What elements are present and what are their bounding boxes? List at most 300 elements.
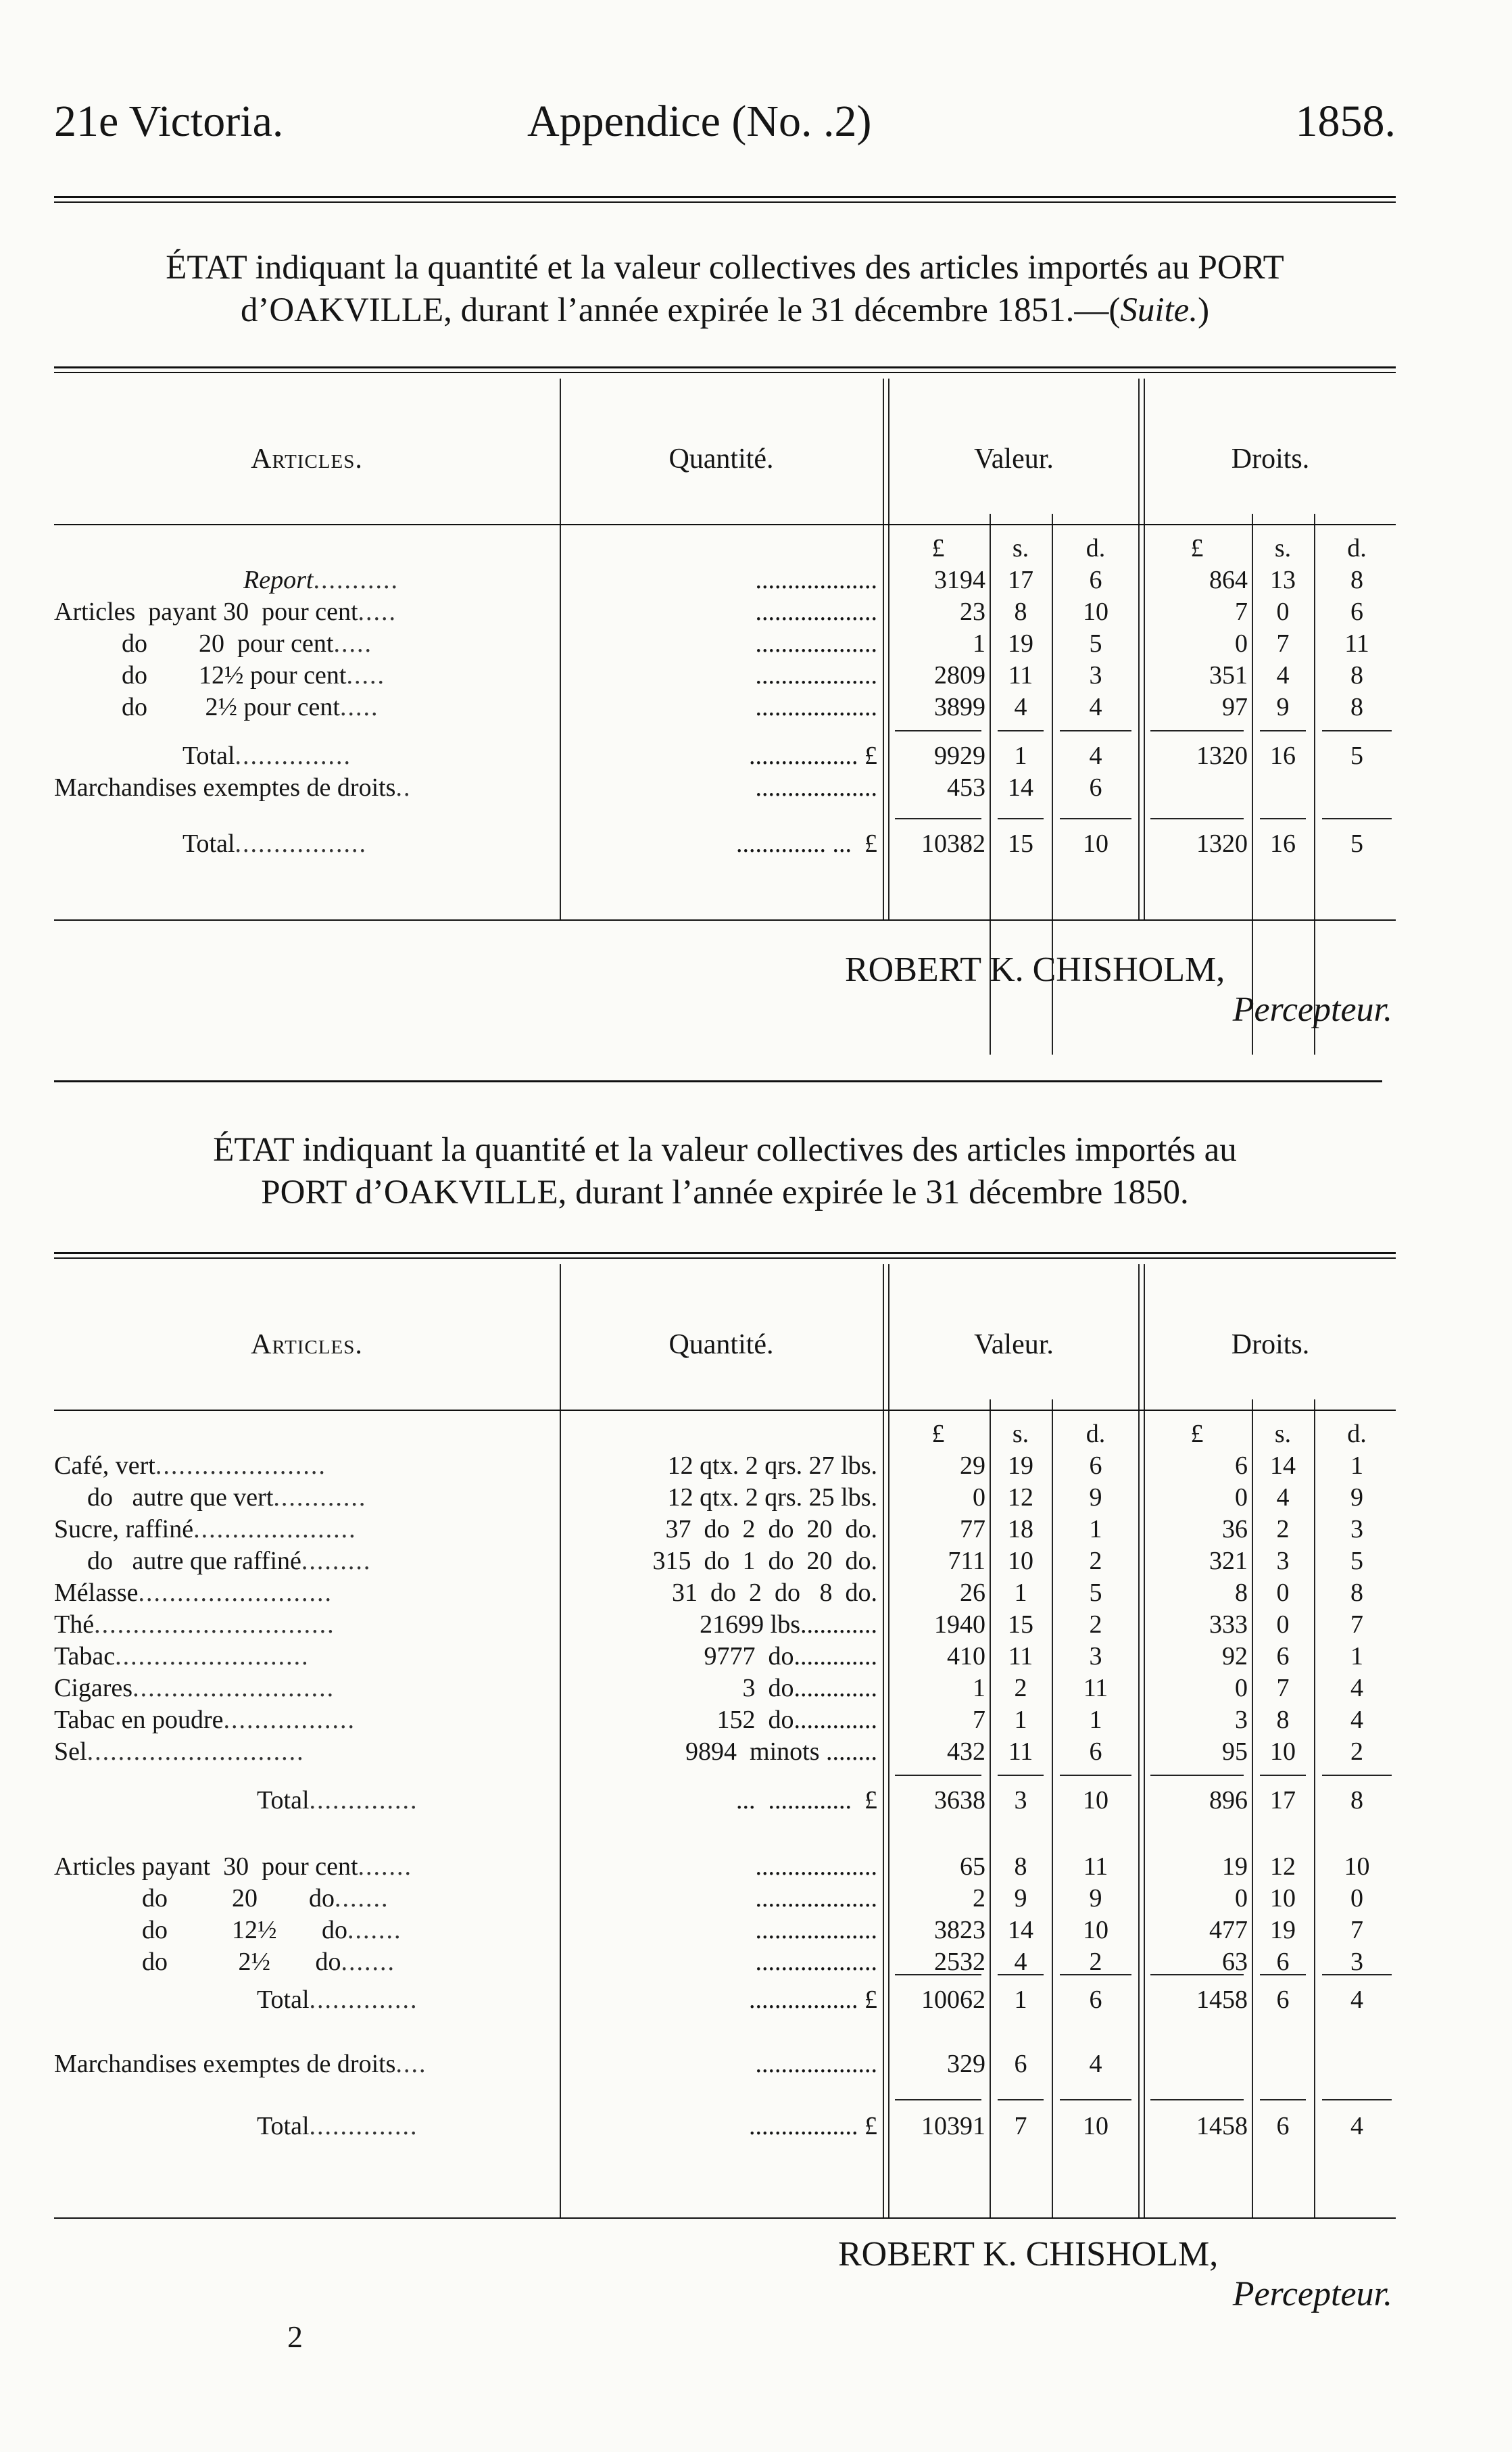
valeur-shillings: 18 bbox=[1008, 1515, 1033, 1543]
total-row bbox=[54, 740, 1396, 772]
valeur-shillings: 6 bbox=[1014, 2050, 1027, 2078]
table1-title-line1: ÉTAT indiquant la quantité et la valeur collectives des articles importés au PORT bbox=[166, 249, 1284, 287]
valeur-pence: 4 bbox=[1089, 2050, 1102, 2078]
row-quantity: 315 do 1 do 20 do. bbox=[652, 1547, 877, 1575]
valeur-pence: 10 bbox=[1083, 1916, 1108, 1944]
valeur-shillings: 11 bbox=[1008, 1642, 1033, 1670]
droits-pounds: 8 bbox=[1235, 1579, 1248, 1607]
valeur-pence: 3 bbox=[1089, 1642, 1102, 1670]
sum-rule bbox=[895, 1974, 981, 1975]
valeur-shillings: 3 bbox=[1014, 1786, 1027, 1814]
row-quantity: ................... bbox=[755, 1916, 877, 1944]
droits-pounds: 0 bbox=[1235, 629, 1248, 658]
valeur-pounds: 3638 bbox=[934, 1786, 985, 1814]
droits-unit-pound: £ bbox=[1190, 1420, 1204, 1448]
table-row bbox=[54, 1514, 1396, 1545]
droits-pence: 5 bbox=[1350, 1547, 1363, 1575]
droits-unit-pence: d. bbox=[1347, 1420, 1367, 1448]
table-row bbox=[54, 1673, 1396, 1704]
table2-title bbox=[54, 1129, 1396, 1214]
row-label bbox=[54, 1851, 551, 1883]
row-label bbox=[142, 1946, 551, 1978]
row-quantity: ................... bbox=[755, 1852, 877, 1881]
row-leader-dots: ................. bbox=[223, 1706, 356, 1734]
row-label-text: Total bbox=[257, 1786, 310, 1814]
row-leader-dots: ............................ bbox=[87, 1737, 305, 1766]
row-label-text: Thé bbox=[54, 1610, 95, 1639]
valeur-pence: 9 bbox=[1089, 1483, 1102, 1512]
droits-pounds: 351 bbox=[1209, 661, 1248, 690]
row-label bbox=[54, 1450, 551, 1482]
table-row bbox=[54, 1946, 1396, 1978]
row-label-text: Report bbox=[243, 566, 314, 594]
row-label-text: Sel bbox=[54, 1737, 87, 1766]
droits-pence: 3 bbox=[1350, 1515, 1363, 1543]
row-leader-dots: ..... bbox=[346, 661, 385, 690]
row-leader-dots: .. bbox=[395, 773, 412, 802]
droits-pence: 0 bbox=[1350, 1884, 1363, 1913]
sum-rule bbox=[1150, 730, 1244, 731]
row-label-text: do 2½ pour cent bbox=[122, 693, 340, 721]
table-row bbox=[54, 1704, 1396, 1736]
sum-rule bbox=[998, 818, 1044, 819]
row-label-text: Cigares bbox=[54, 1674, 133, 1702]
valeur-shillings: 8 bbox=[1014, 1852, 1027, 1881]
valeur-pounds: 10391 bbox=[921, 2112, 985, 2140]
row-leader-dots: ....... bbox=[341, 1948, 395, 1976]
valeur-pounds: 29 bbox=[960, 1451, 985, 1480]
valeur-pounds: 711 bbox=[948, 1547, 985, 1575]
row-label-text: do 20 do bbox=[142, 1884, 335, 1913]
table2-head-rule bbox=[54, 1410, 1396, 1411]
droits-pounds: 0 bbox=[1235, 1884, 1248, 1913]
row-quantity: ................... bbox=[755, 2050, 877, 2078]
valeur-pence: 3 bbox=[1089, 661, 1102, 690]
sum-rule bbox=[998, 730, 1044, 731]
valeur-pounds: 1940 bbox=[934, 1610, 985, 1639]
table-row bbox=[54, 564, 1396, 596]
valeur-pounds: 1 bbox=[973, 1674, 985, 1702]
row-quantity: .............. ... £ bbox=[736, 830, 877, 858]
row-label-text: Articles payant 30 pour cent bbox=[54, 1852, 358, 1881]
row-quantity: 21699 lbs............ bbox=[700, 1610, 877, 1639]
valeur-shillings: 1 bbox=[1014, 1706, 1027, 1734]
table-row bbox=[54, 660, 1396, 692]
row-quantity: ................. £ bbox=[749, 742, 877, 770]
valeur-unit-shilling: s. bbox=[1012, 1420, 1029, 1448]
valeur-pounds: 432 bbox=[947, 1737, 985, 1766]
row-leader-dots: ..... bbox=[339, 693, 379, 721]
row-quantity: 9894 minots ........ bbox=[685, 1737, 877, 1766]
table1-title-line2-main: d’OAKVILLE, durant l’année expirée le 31 décembre 1851.—( bbox=[240, 291, 1121, 329]
row-quantity: 37 do 2 do 20 do. bbox=[665, 1515, 877, 1543]
table2-head-droits: Droits. bbox=[1231, 1329, 1310, 1360]
row-quantity: 12 qtx. 2 qrs. 25 lbs. bbox=[667, 1483, 877, 1512]
valeur-pounds: 26 bbox=[960, 1579, 985, 1607]
table1-signature bbox=[845, 950, 1392, 1030]
table-row bbox=[54, 692, 1396, 723]
valeur-pounds: 65 bbox=[960, 1852, 985, 1881]
sum-rule bbox=[1060, 818, 1131, 819]
droits-shillings: 2 bbox=[1276, 1515, 1290, 1543]
row-label bbox=[142, 1915, 551, 1946]
valeur-pence: 10 bbox=[1083, 1786, 1108, 1814]
row-leader-dots: ........... bbox=[313, 566, 399, 594]
valeur-pounds: 3194 bbox=[934, 566, 985, 594]
valeur-shillings: 11 bbox=[1008, 661, 1033, 690]
table-row bbox=[54, 596, 1396, 628]
droits-pounds: 0 bbox=[1235, 1674, 1248, 1702]
row-label bbox=[54, 596, 551, 628]
row-label bbox=[142, 1883, 551, 1915]
sum-rule bbox=[895, 1775, 981, 1776]
row-leader-dots: ..................... bbox=[193, 1515, 357, 1543]
valeur-shillings: 14 bbox=[1008, 1916, 1033, 1944]
sum-rule bbox=[1322, 818, 1392, 819]
row-leader-dots: ....... bbox=[335, 1884, 389, 1913]
valeur-pence: 6 bbox=[1089, 566, 1102, 594]
valeur-shillings: 4 bbox=[1014, 693, 1027, 721]
table-row bbox=[54, 1641, 1396, 1673]
droits-unit-pound: £ bbox=[1190, 534, 1204, 562]
row-quantity: ................... bbox=[755, 1884, 877, 1913]
droits-pounds: 1320 bbox=[1196, 742, 1248, 770]
droits-unit-shilling: s. bbox=[1274, 534, 1292, 562]
sum-rule bbox=[1150, 2099, 1244, 2100]
droits-pence: 4 bbox=[1350, 1674, 1363, 1702]
table1-bottom-rule bbox=[54, 919, 1396, 921]
droits-shillings: 19 bbox=[1270, 1916, 1296, 1944]
row-leader-dots: ............... bbox=[235, 742, 352, 770]
row-leader-dots: .............. bbox=[309, 1786, 418, 1814]
table-row bbox=[54, 1545, 1396, 1577]
valeur-pounds: 77 bbox=[960, 1515, 985, 1543]
row-label bbox=[54, 1641, 551, 1673]
droits-shillings: 12 bbox=[1270, 1852, 1296, 1881]
sum-rule bbox=[1060, 2099, 1131, 2100]
droits-pounds: 896 bbox=[1209, 1786, 1248, 1814]
droits-shillings: 10 bbox=[1270, 1884, 1296, 1913]
droits-shillings: 10 bbox=[1270, 1737, 1296, 1766]
valeur-shillings: 19 bbox=[1008, 1451, 1033, 1480]
droits-pence: 2 bbox=[1350, 1737, 1363, 1766]
row-label-text: do autre que vert bbox=[74, 1483, 274, 1512]
page-number: 2 bbox=[287, 2319, 303, 2354]
row-label bbox=[54, 1514, 551, 1545]
droits-shillings: 7 bbox=[1276, 629, 1290, 658]
valeur-pounds: 10062 bbox=[921, 1986, 985, 2014]
valeur-shillings: 9 bbox=[1014, 1884, 1027, 1913]
row-leader-dots: ...................... bbox=[155, 1451, 326, 1480]
valeur-pounds: 2 bbox=[973, 1884, 985, 1913]
sum-rule bbox=[1060, 1974, 1131, 1975]
droits-pence: 8 bbox=[1350, 1786, 1363, 1814]
row-leader-dots: ......................... bbox=[138, 1579, 333, 1607]
valeur-pence: 6 bbox=[1089, 773, 1102, 802]
valeur-pence: 6 bbox=[1089, 1986, 1102, 2014]
droits-pounds: 97 bbox=[1222, 693, 1248, 721]
row-leader-dots: ....... bbox=[347, 1916, 402, 1944]
droits-pounds: 92 bbox=[1222, 1642, 1248, 1670]
droits-shillings: 13 bbox=[1270, 566, 1296, 594]
droits-pence: 7 bbox=[1350, 1610, 1363, 1639]
droits-shillings: 16 bbox=[1270, 830, 1296, 858]
valeur-pence: 10 bbox=[1083, 598, 1108, 626]
row-leader-dots: ......................... bbox=[115, 1642, 310, 1670]
row-label-text: Marchandises exemptes de droits bbox=[54, 773, 396, 802]
row-quantity: ................... bbox=[755, 566, 877, 594]
row-label bbox=[74, 1482, 551, 1514]
valeur-pounds: 2532 bbox=[934, 1948, 985, 1976]
droits-pence: 4 bbox=[1350, 2112, 1363, 2140]
valeur-pounds: 2809 bbox=[934, 661, 985, 690]
sum-rule bbox=[998, 2099, 1044, 2100]
sum-rule bbox=[1060, 1775, 1131, 1776]
droits-shillings: 14 bbox=[1270, 1451, 1296, 1480]
exempt-row bbox=[54, 772, 1396, 804]
signature-role: Percepteur. bbox=[1232, 990, 1392, 1029]
row-leader-dots: ............................... bbox=[94, 1610, 335, 1639]
section-divider bbox=[54, 1080, 1382, 1082]
valeur-shillings: 1 bbox=[1014, 1579, 1027, 1607]
row-label bbox=[54, 772, 551, 804]
table1-title bbox=[54, 247, 1396, 332]
droits-shillings: 16 bbox=[1270, 742, 1296, 770]
sum-rule bbox=[1322, 1775, 1392, 1776]
droits-pounds: 63 bbox=[1222, 1948, 1248, 1976]
valeur-shillings: 12 bbox=[1008, 1483, 1033, 1512]
row-label bbox=[122, 660, 551, 692]
row-label bbox=[257, 1984, 551, 2016]
droits-shillings: 0 bbox=[1276, 598, 1290, 626]
row-label-text: Total bbox=[257, 2112, 310, 2140]
droits-shillings: 6 bbox=[1276, 1642, 1290, 1670]
droits-pounds: 1458 bbox=[1196, 2112, 1248, 2140]
valeur-pounds: 410 bbox=[947, 1642, 985, 1670]
valeur-shillings: 7 bbox=[1014, 2112, 1027, 2140]
droits-pounds: 864 bbox=[1209, 566, 1248, 594]
droits-pence: 4 bbox=[1350, 1706, 1363, 1734]
droits-shillings: 0 bbox=[1276, 1610, 1290, 1639]
table2-title-line1: ÉTAT indiquant la quantité et la valeur collectives des articles importés au bbox=[213, 1131, 1237, 1169]
row-quantity: ................... bbox=[755, 661, 877, 690]
droits-pounds: 477 bbox=[1209, 1916, 1248, 1944]
table1-head-valeur: Valeur. bbox=[974, 443, 1054, 475]
droits-shillings: 0 bbox=[1276, 1579, 1290, 1607]
valeur-shillings: 14 bbox=[1008, 773, 1033, 802]
table1-title-suite: Suite. bbox=[1120, 291, 1198, 329]
valeur-shillings: 2 bbox=[1014, 1674, 1027, 1702]
row-label bbox=[54, 1673, 551, 1704]
table-row bbox=[54, 1736, 1396, 1768]
units-row bbox=[54, 1418, 1396, 1450]
droits-shillings: 7 bbox=[1276, 1674, 1290, 1702]
valeur-unit-pound: £ bbox=[931, 534, 945, 562]
valeur-shillings: 17 bbox=[1008, 566, 1033, 594]
valeur-pounds: 3899 bbox=[934, 693, 985, 721]
table1-head-quantite: Quantité. bbox=[668, 443, 774, 475]
valeur-pounds: 9929 bbox=[934, 742, 985, 770]
valeur-shillings: 1 bbox=[1014, 742, 1027, 770]
row-leader-dots: ......... bbox=[301, 1547, 372, 1575]
valeur-pence: 5 bbox=[1089, 629, 1102, 658]
table1-title-line2 bbox=[54, 289, 1396, 332]
sum-rule bbox=[1260, 818, 1306, 819]
sum-rule bbox=[1322, 730, 1392, 731]
droits-shillings: 9 bbox=[1276, 693, 1290, 721]
droits-pence: 5 bbox=[1350, 830, 1363, 858]
row-label bbox=[122, 628, 551, 660]
sum-rule bbox=[1060, 730, 1131, 731]
table-row bbox=[54, 1482, 1396, 1514]
table-row bbox=[54, 1883, 1396, 1915]
row-quantity: 152 do............. bbox=[716, 1706, 877, 1734]
droits-shillings: 4 bbox=[1276, 1483, 1290, 1512]
signature-name: ROBERT K. CHISHOLM, bbox=[838, 2235, 1219, 2274]
droits-pounds: 1458 bbox=[1196, 1986, 1248, 2014]
droits-pence: 8 bbox=[1350, 1579, 1363, 1607]
valeur-pounds: 3823 bbox=[934, 1916, 985, 1944]
sum-rule bbox=[998, 1775, 1044, 1776]
valeur-pence: 2 bbox=[1089, 1547, 1102, 1575]
row-quantity: ................. £ bbox=[749, 2112, 877, 2140]
valeur-pence: 9 bbox=[1089, 1884, 1102, 1913]
droits-pounds: 36 bbox=[1222, 1515, 1248, 1543]
valeur-pounds: 10382 bbox=[921, 830, 985, 858]
sum-rule bbox=[1150, 1775, 1244, 1776]
droits-pounds: 0 bbox=[1235, 1483, 1248, 1512]
droits-pence: 9 bbox=[1350, 1483, 1363, 1512]
table1-head-articles: Articles. bbox=[251, 443, 363, 475]
row-label bbox=[54, 1704, 551, 1736]
droits-shillings: 4 bbox=[1276, 661, 1290, 690]
valeur-shillings: 15 bbox=[1008, 830, 1033, 858]
running-header bbox=[54, 95, 1396, 149]
sum-rule bbox=[895, 2099, 981, 2100]
valeur-shillings: 19 bbox=[1008, 629, 1033, 658]
row-label-text: Articles payant 30 pour cent bbox=[54, 598, 358, 626]
row-quantity: 31 do 2 do 8 do. bbox=[672, 1579, 877, 1607]
row-quantity: ................... bbox=[755, 693, 877, 721]
droits-pounds: 7 bbox=[1235, 598, 1248, 626]
row-label bbox=[243, 564, 551, 596]
valeur-shillings: 8 bbox=[1014, 598, 1027, 626]
sum-rule bbox=[895, 818, 981, 819]
sum-rule bbox=[1260, 1974, 1306, 1975]
table-row bbox=[54, 1609, 1396, 1641]
valeur-pence: 5 bbox=[1089, 1579, 1102, 1607]
droits-pounds: 1320 bbox=[1196, 830, 1248, 858]
sum-rule bbox=[1260, 2099, 1306, 2100]
header-rule bbox=[54, 196, 1396, 198]
table1-title-line2-end: ) bbox=[1198, 291, 1210, 329]
table-row bbox=[54, 1450, 1396, 1482]
row-label-text: do 2½ do bbox=[142, 1948, 341, 1976]
row-quantity: 12 qtx. 2 qrs. 27 lbs. bbox=[667, 1451, 877, 1480]
droits-pence: 3 bbox=[1350, 1948, 1363, 1976]
total-row bbox=[54, 2111, 1396, 2142]
row-label-text: Tabac en poudre bbox=[54, 1706, 224, 1734]
droits-pounds: 333 bbox=[1209, 1610, 1248, 1639]
valeur-pounds: 7 bbox=[973, 1706, 985, 1734]
valeur-unit-shilling: s. bbox=[1012, 534, 1029, 562]
row-label bbox=[54, 1736, 551, 1768]
row-label-text: Total bbox=[182, 742, 235, 770]
droits-pence: 4 bbox=[1350, 1986, 1363, 2014]
valeur-pounds: 0 bbox=[973, 1483, 985, 1512]
signature-role: Percepteur. bbox=[1232, 2275, 1392, 2313]
droits-pounds: 6 bbox=[1235, 1451, 1248, 1480]
sum-rule bbox=[1260, 1775, 1306, 1776]
table1 bbox=[54, 379, 1396, 919]
valeur-pence: 4 bbox=[1089, 742, 1102, 770]
valeur-pence: 11 bbox=[1083, 1674, 1108, 1702]
droits-pence: 7 bbox=[1350, 1916, 1363, 1944]
sum-rule bbox=[998, 1974, 1044, 1975]
row-label bbox=[54, 1577, 551, 1609]
signature-name: ROBERT K. CHISHOLM, bbox=[845, 951, 1225, 989]
row-quantity: ................. £ bbox=[749, 1986, 877, 2014]
droits-pence: 6 bbox=[1350, 598, 1363, 626]
row-leader-dots: .............. bbox=[309, 1986, 418, 2014]
valeur-shillings: 10 bbox=[1008, 1547, 1033, 1575]
sum-rule bbox=[1150, 1974, 1244, 1975]
header-appendix: Appendice (No. .2) bbox=[527, 97, 872, 146]
row-label-text: Marchandises exemptes de droits bbox=[54, 2050, 396, 2078]
valeur-pence: 6 bbox=[1089, 1451, 1102, 1480]
row-label bbox=[54, 2048, 551, 2080]
sum-rule bbox=[1260, 730, 1306, 731]
header-year: 1858. bbox=[1295, 97, 1396, 146]
table-row bbox=[54, 1577, 1396, 1609]
row-label bbox=[122, 692, 551, 723]
valeur-pence: 10 bbox=[1083, 2112, 1108, 2140]
row-leader-dots: .... bbox=[395, 2050, 427, 2078]
total-row bbox=[54, 828, 1396, 860]
row-quantity: ................... bbox=[755, 598, 877, 626]
table2-title-line2: PORT d’OAKVILLE, durant l’année expirée le 31 décembre 1850. bbox=[261, 1174, 1189, 1211]
row-quantity: ................... bbox=[755, 629, 877, 658]
droits-shillings: 6 bbox=[1276, 1948, 1290, 1976]
valeur-shillings: 15 bbox=[1008, 1610, 1033, 1639]
valeur-unit-pound: £ bbox=[931, 1420, 945, 1448]
table2-head-valeur: Valeur. bbox=[974, 1329, 1054, 1360]
row-label bbox=[182, 828, 551, 860]
row-label-text: Total bbox=[257, 1986, 310, 2014]
row-label-text: do 12½ do bbox=[142, 1916, 347, 1944]
droits-pence: 1 bbox=[1350, 1451, 1363, 1480]
sum-rule bbox=[1322, 1974, 1392, 1975]
row-quantity: ................... bbox=[755, 773, 877, 802]
row-quantity: 9777 do............. bbox=[704, 1642, 877, 1670]
row-leader-dots: .......................... bbox=[132, 1674, 335, 1702]
row-quantity: ................... bbox=[755, 1948, 877, 1976]
row-label-text: do 20 pour cent bbox=[122, 629, 334, 658]
row-leader-dots: ..... bbox=[358, 598, 397, 626]
table-row bbox=[54, 1915, 1396, 1946]
row-label-text: do autre que raffiné bbox=[74, 1547, 301, 1575]
row-leader-dots: .............. bbox=[309, 2112, 418, 2140]
table2-top-rule bbox=[54, 1252, 1396, 1254]
droits-pence: 5 bbox=[1350, 742, 1363, 770]
valeur-unit-pence: d. bbox=[1086, 1420, 1106, 1448]
droits-shillings: 6 bbox=[1276, 2112, 1290, 2140]
table2-bottom-rule bbox=[54, 2217, 1396, 2219]
valeur-pounds: 329 bbox=[947, 2050, 985, 2078]
row-label-text: Mélasse bbox=[54, 1579, 139, 1607]
total-row bbox=[54, 1984, 1396, 2016]
valeur-pence: 10 bbox=[1083, 830, 1108, 858]
